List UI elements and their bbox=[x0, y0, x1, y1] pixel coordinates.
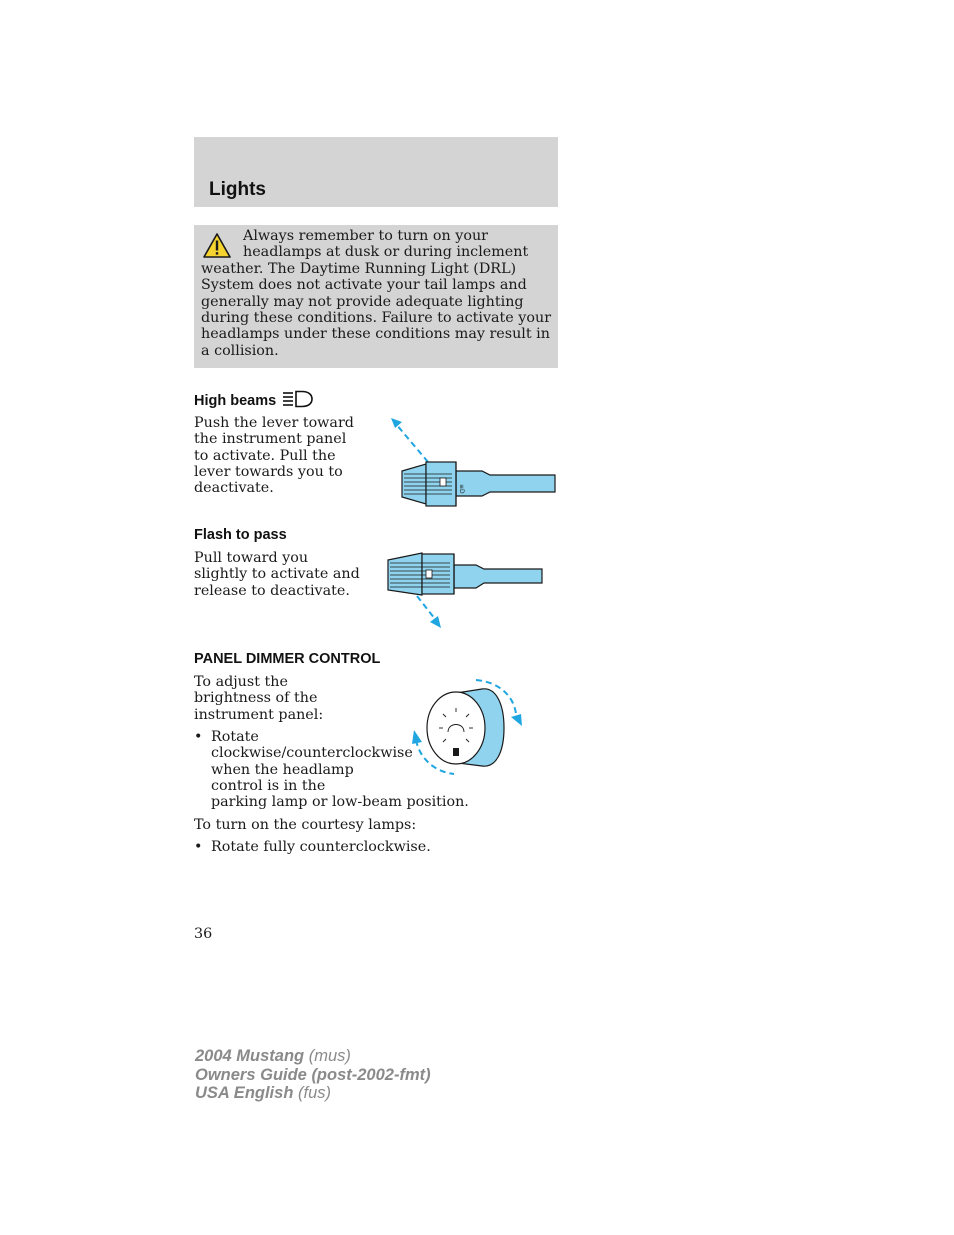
high-beams-heading-label: High beams bbox=[194, 393, 277, 409]
page-title: Lights bbox=[209, 179, 266, 200]
panel-dimmer-intro: To adjust the brightness of the instrument panel: bbox=[194, 674, 324, 723]
footer-line-2 bbox=[195, 1066, 431, 1085]
courtesy-lamps-intro: To turn on the courtesy lamps: bbox=[194, 817, 417, 833]
bullet-2-text: Rotate fully counterclockwise. bbox=[211, 839, 431, 855]
flash-to-pass-lever-illustration bbox=[384, 548, 546, 630]
bullet-dot: • bbox=[194, 729, 203, 745]
high-beams-text: Push the lever toward the instrument panel to activate. Pull the lever towards you to deactivate. bbox=[194, 415, 354, 497]
footer-model-code: (mus) bbox=[308, 1047, 351, 1065]
footer-line-3 bbox=[195, 1084, 431, 1103]
footer-language-code: (fus) bbox=[298, 1084, 331, 1102]
bullet-1-text: Rotate clockwise/counterclockwise when the headlamp control is in the parking lamp or low-beam position. bbox=[211, 729, 469, 811]
high-beam-icon bbox=[282, 390, 316, 408]
high-beams-heading bbox=[194, 390, 316, 409]
flash-to-pass-heading: Flash to pass bbox=[194, 527, 287, 543]
warning-box bbox=[194, 225, 558, 368]
high-beam-lever-illustration bbox=[386, 412, 558, 512]
footer-line-1 bbox=[195, 1047, 431, 1066]
page-number: 36 bbox=[194, 926, 213, 942]
panel-dimmer-bullet-2 bbox=[194, 839, 431, 855]
svg-text:≡D: ≡D bbox=[458, 484, 465, 494]
document-footer bbox=[195, 1047, 431, 1103]
footer-model: 2004 Mustang bbox=[195, 1047, 305, 1065]
panel-dimmer-illustration bbox=[410, 672, 528, 782]
panel-dimmer-heading: PANEL DIMMER CONTROL bbox=[194, 651, 381, 667]
footer-language: USA English bbox=[195, 1084, 294, 1102]
section-header bbox=[194, 137, 558, 207]
warning-text: Always remember to turn on your headlamps at dusk or during inclement weather. The Daytime Running Light (DRL) System does not activate your tail lamps and generally may not provide adequate lighting during these conditions. Failure to activate your headlamps under these conditions may result in a collision. bbox=[201, 228, 552, 359]
flash-to-pass-text: Pull toward you slightly to activate and release to deactivate. bbox=[194, 550, 360, 599]
footer-guide: Owners Guide (post-2002-fmt) bbox=[195, 1065, 431, 1084]
bullet-dot: • bbox=[194, 839, 203, 855]
